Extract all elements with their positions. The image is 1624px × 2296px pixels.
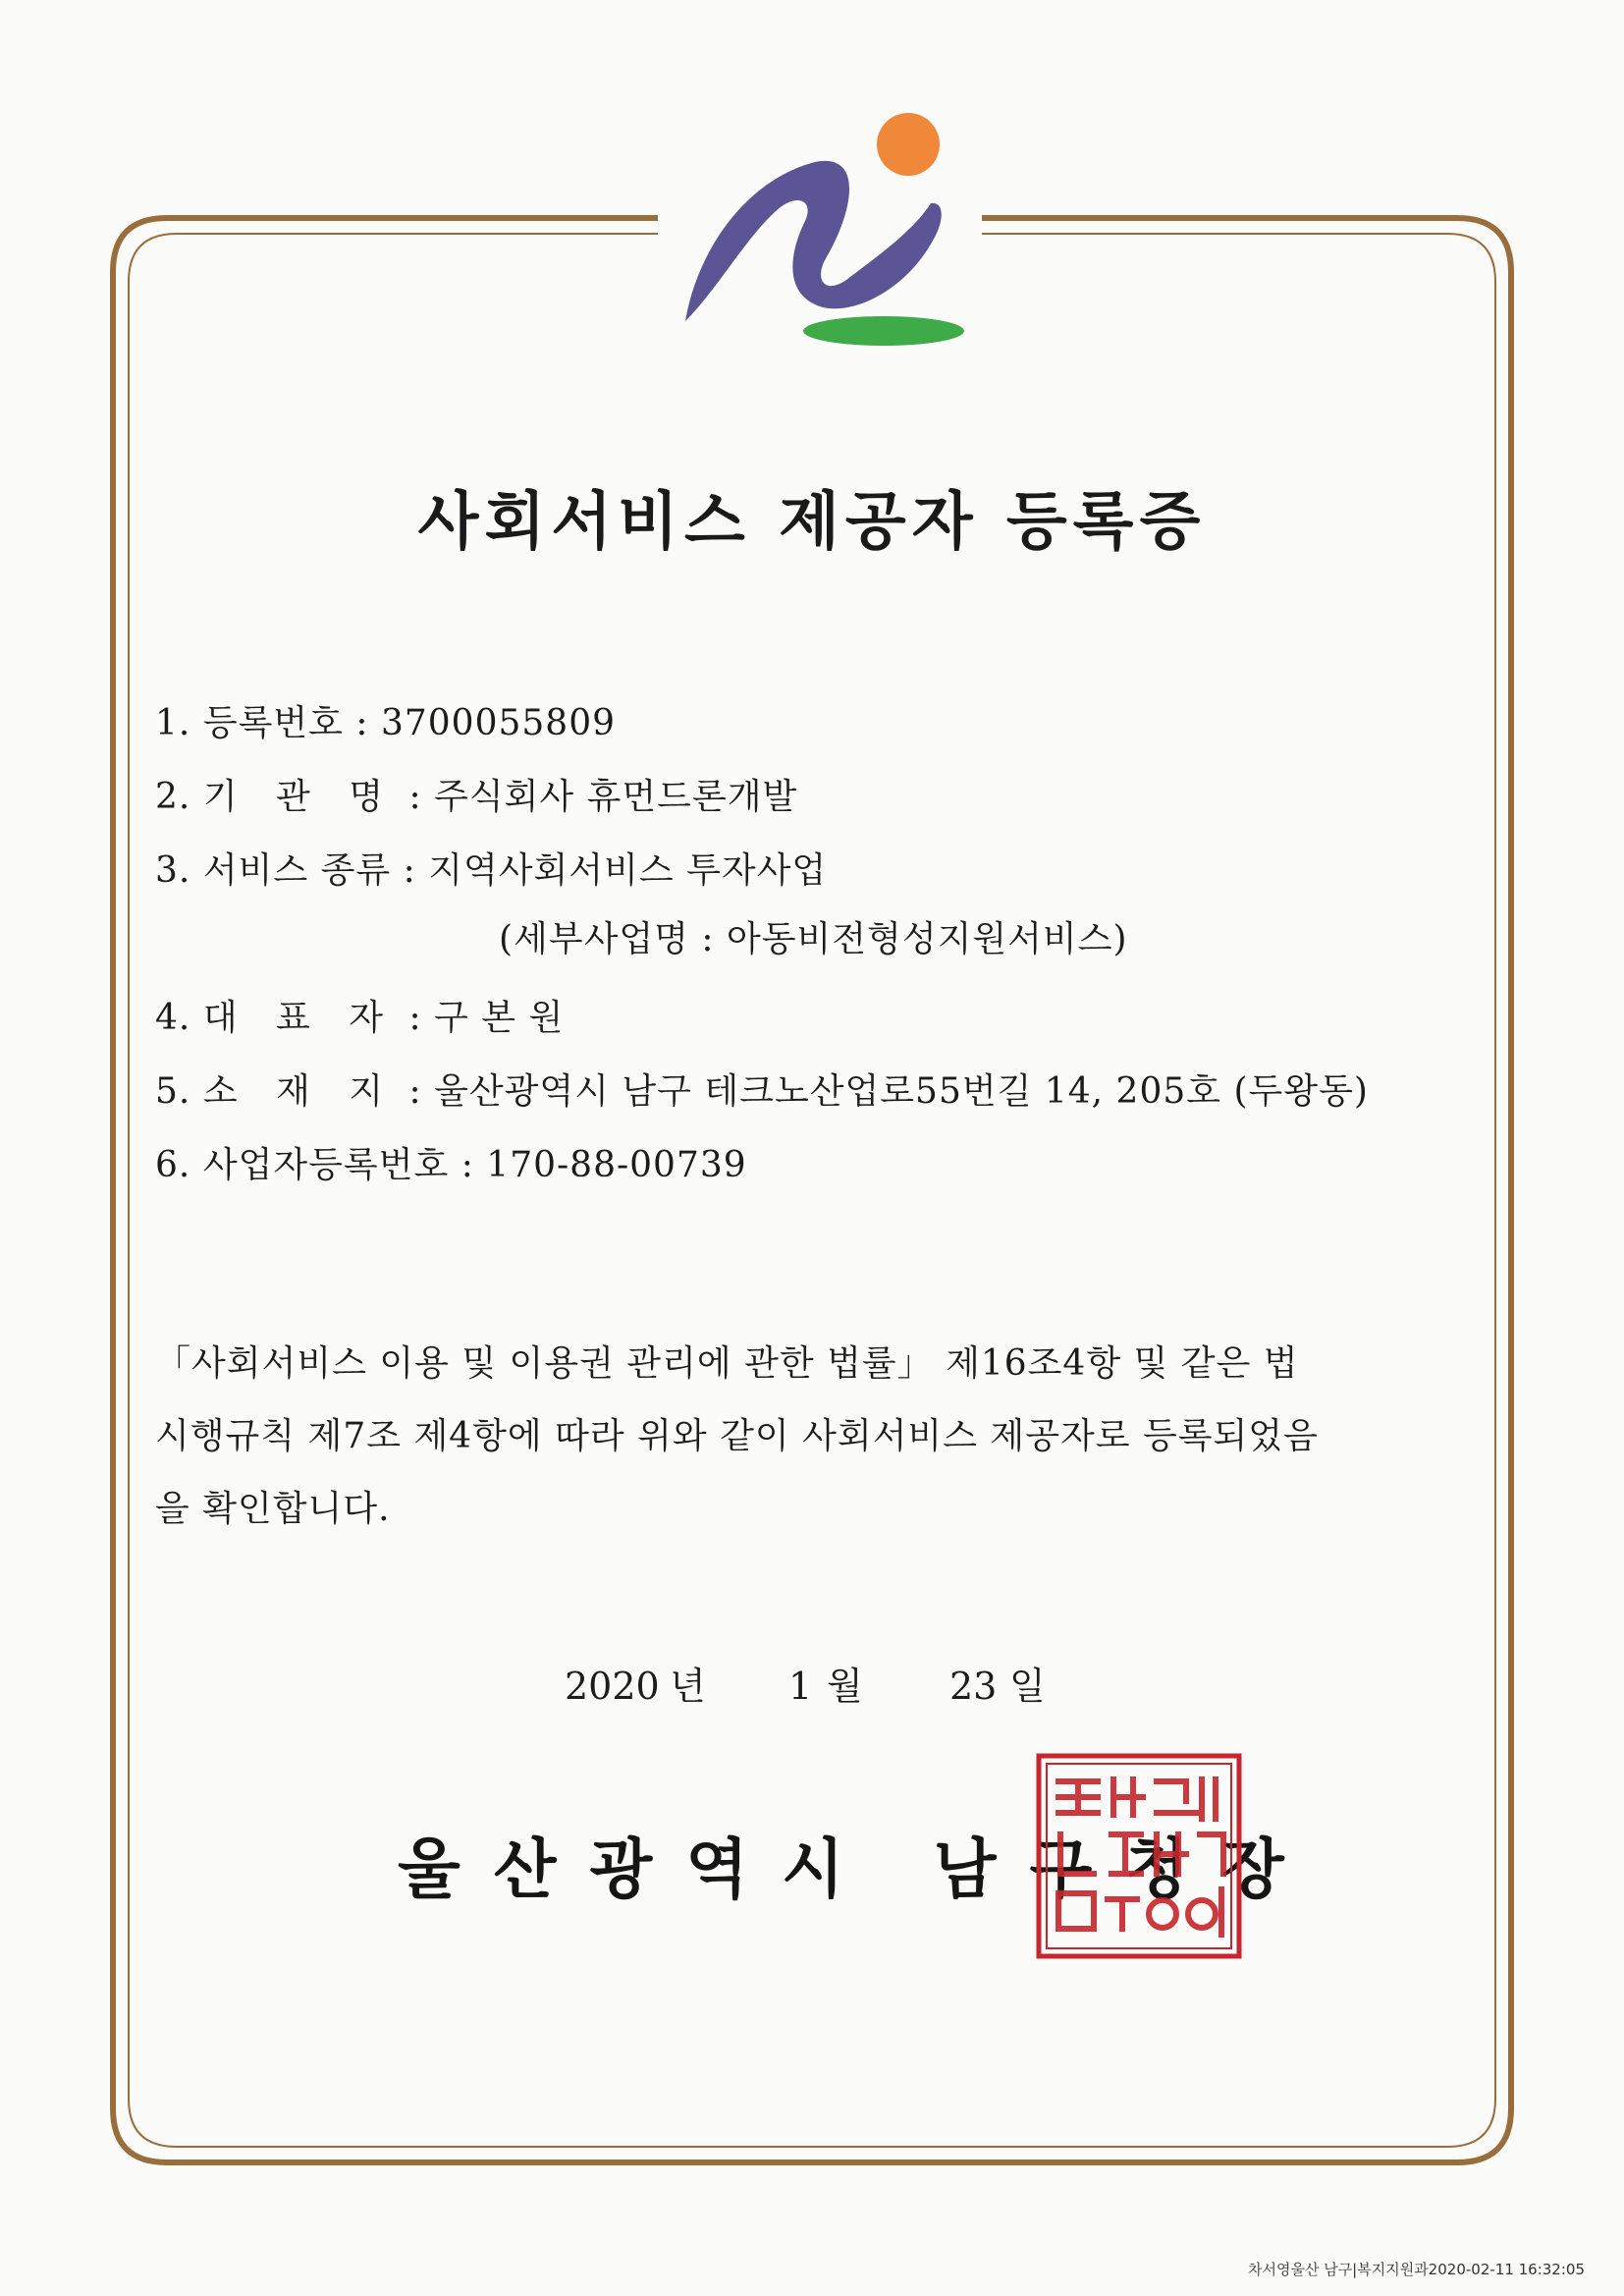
item-separator: : bbox=[403, 850, 416, 891]
sub-project-name: (세부사업명 : 아동비전형성지원서비스) bbox=[499, 919, 1128, 959]
item-number: 5. bbox=[155, 1071, 191, 1112]
date-day-unit: 일 bbox=[1009, 1665, 1046, 1708]
issuer-name: 울산광역시 남구청장 bbox=[398, 1831, 1318, 1907]
nam-gu-emblem-icon bbox=[668, 93, 982, 358]
representative-row bbox=[155, 994, 564, 1043]
paragraph-line: 「사회서비스 이용 및 이용권 관리에 관한 법률」 제16조4항 및 같은 법 bbox=[155, 1343, 1299, 1384]
address-row bbox=[155, 1067, 1369, 1117]
business-registration-row bbox=[155, 1141, 747, 1190]
item-value: 주식회사 휴먼드론개발 bbox=[434, 777, 798, 817]
item-number: 3. bbox=[155, 850, 191, 891]
document-title: 사회서비스 제공자 등록증 bbox=[417, 486, 1207, 559]
date-year: 2020 bbox=[565, 1665, 660, 1708]
item-value: 구 본 원 bbox=[434, 998, 565, 1038]
item-value: 지역사회서비스 투자사업 bbox=[428, 850, 828, 891]
date-month-unit: 월 bbox=[827, 1665, 863, 1708]
confirmation-paragraph bbox=[155, 1328, 1471, 1546]
print-footer: 차서영울산 남구|복지지원과2020-02-11 16:32:05 bbox=[1247, 2261, 1585, 2278]
item-value: 울산광역시 남구 테크노산업로55번길 14, 205호 (두왕동) bbox=[434, 1071, 1369, 1112]
date-day: 23 bbox=[949, 1665, 998, 1708]
item-label: 대 표 자 bbox=[202, 998, 398, 1038]
service-type-row bbox=[155, 847, 827, 896]
paragraph-line: 을 확인합니다. bbox=[155, 1489, 391, 1529]
item-label: 소 재 지 bbox=[202, 1071, 398, 1112]
item-separator: : bbox=[408, 1071, 422, 1112]
registration-number-row bbox=[155, 699, 616, 748]
official-seal-icon bbox=[1035, 1752, 1243, 1960]
date-month: 1 bbox=[788, 1665, 813, 1708]
item-separator: : bbox=[408, 998, 422, 1038]
date-year-unit: 년 bbox=[670, 1665, 706, 1708]
item-value: 3700055809 bbox=[380, 703, 617, 743]
paragraph-line: 시행규칙 제7조 제4항에 따라 위와 같이 사회서비스 제공자로 등록되었음 bbox=[155, 1416, 1319, 1456]
item-number: 6. bbox=[155, 1145, 191, 1185]
item-separator: : bbox=[355, 703, 369, 743]
item-label: 기 관 명 bbox=[202, 777, 398, 817]
item-label: 사업자등록번호 bbox=[202, 1145, 450, 1185]
item-number: 1. bbox=[155, 703, 191, 743]
item-value: 170-88-00739 bbox=[486, 1145, 747, 1185]
item-separator: : bbox=[408, 777, 422, 817]
organization-name-row bbox=[155, 773, 797, 822]
item-number: 4. bbox=[155, 998, 191, 1038]
item-label: 등록번호 bbox=[202, 703, 344, 743]
item-number: 2. bbox=[155, 777, 191, 817]
item-separator: : bbox=[460, 1145, 474, 1185]
item-label: 서비스 종류 bbox=[202, 850, 392, 891]
